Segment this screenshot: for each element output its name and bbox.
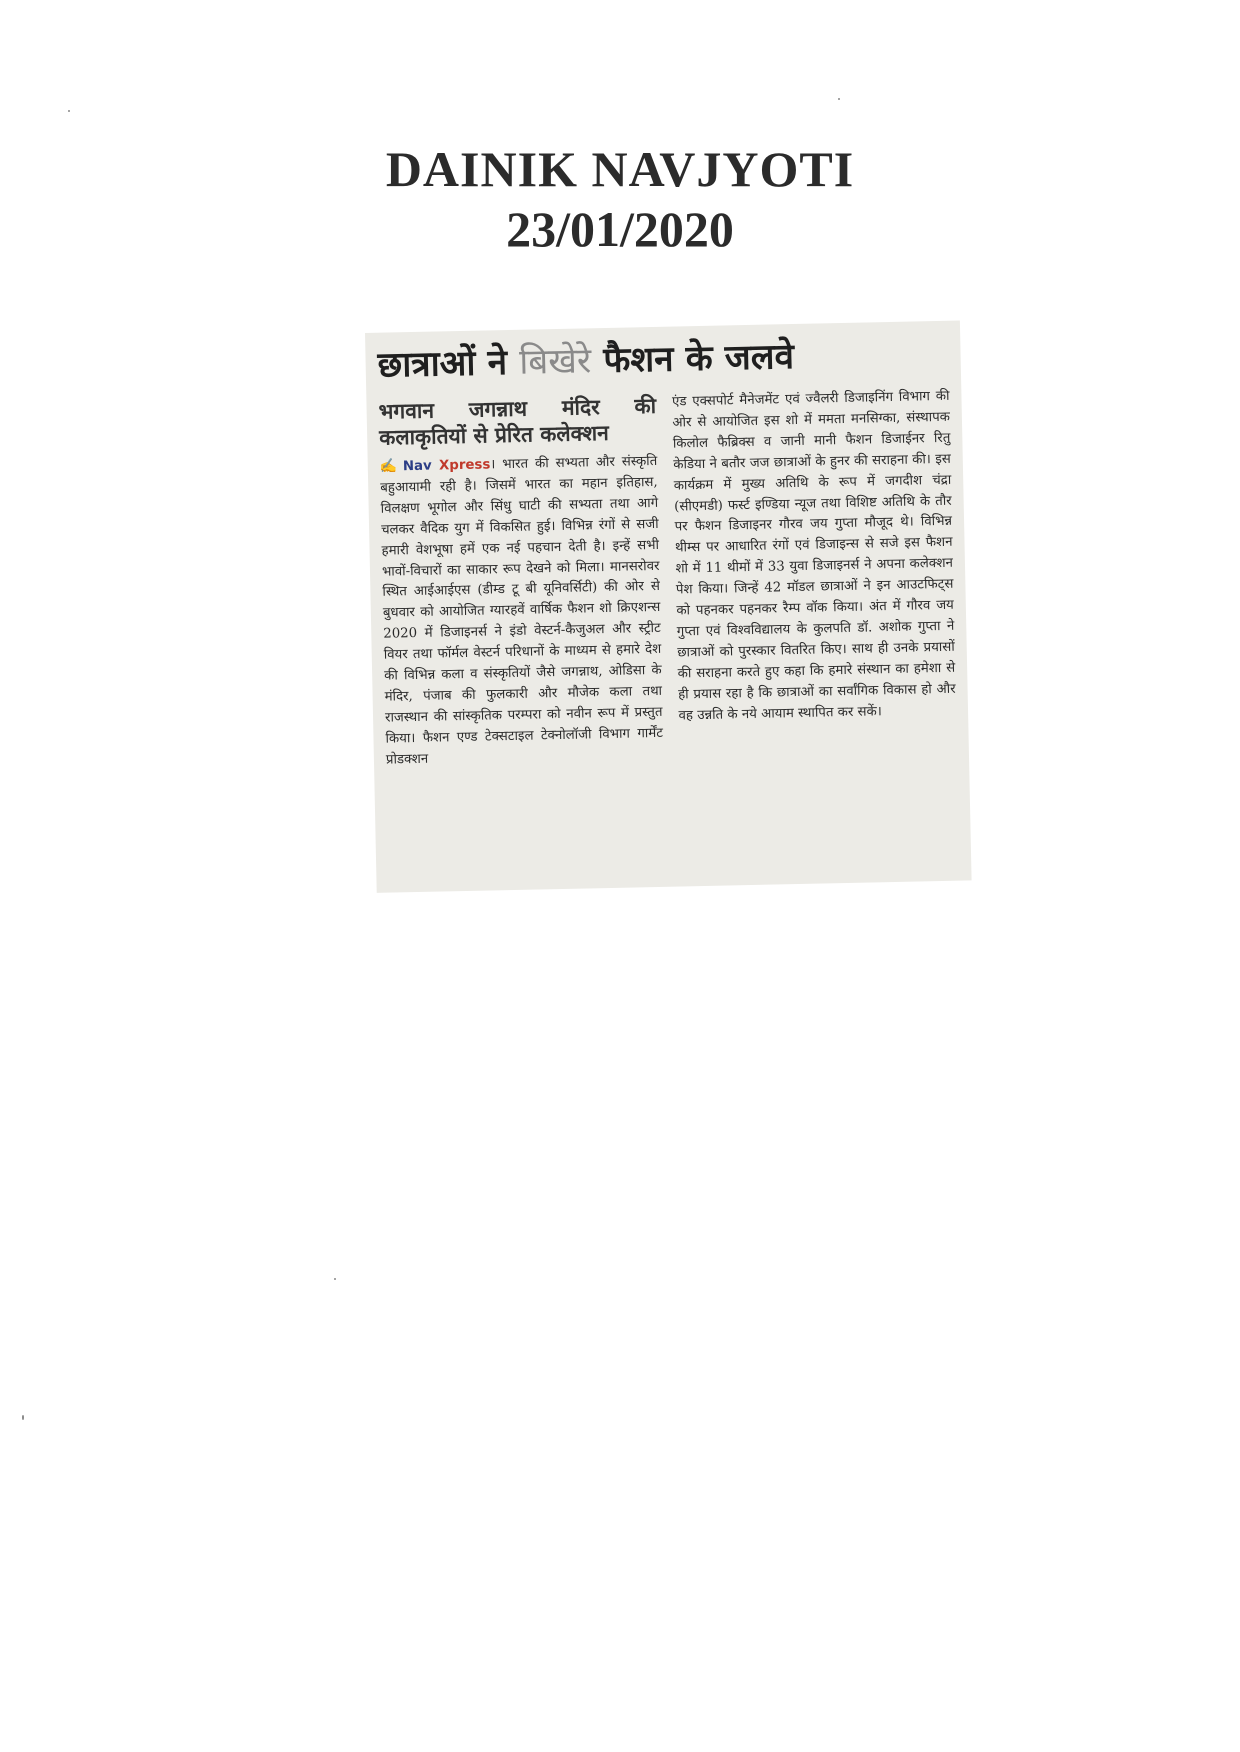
newspaper-clipping	[365, 321, 972, 893]
pen-icon: ✍	[379, 458, 401, 475]
article-subheadline: भगवान जगन्नाथ मंदिर की कलाकृतियों से प्रेरित कलेक्शन	[378, 393, 657, 450]
headline-part-2: बिखेरे	[518, 341, 592, 383]
scan-speck	[334, 1278, 336, 1280]
scan-speck	[68, 110, 70, 112]
article-columns	[378, 387, 957, 771]
article-body-column-2: एंड एक्सपोर्ट मैनेजमेंट एवं ज्वैलरी डिजाइनिंग विभाग की ओर से आयोजित इस शो में ममता मनसिग्का, संस्थापक किलोल फैब्रिक्स व जानी मानी फैशन डिजाईनर रितु केडिया ने बतौर जज छात्राओं के हुनर की सराहना की। इस कार्यक्रम में मुख्य अतिथि के रूप में जगदीश चंद्रा (सीएमडी) फर्स्ट इण्डिया न्यूज तथा विशिष्ट अतिथि के तौर पर फैशन डिजाइनर गौरव जय गुप्ता मौजूद थे। विभिन्न थीम्स पर आधारित रंगों एवं डिजाइन्स से सजे इस फैशन शो में 11 थीमों में 33 युवा डिजाइनर्स ने अपना कलेक्शन पेश किया। जिन्हें 42 मॉडल छात्राओं ने इन आउटफिट्स को पहनकर पहनकर रैम्प वॉक किया। अंत में गौरव जय गुप्ता एवं विश्वविद्यालय के कुलपति डॉ. अशोक गुप्ता ने छात्राओं को पुरस्कार वितरित किए। साथ ही उनके प्रयासों की सराहना करते हुए कहा कि हमारे संस्थान का हमेशा से ही प्रयास रहा है कि छात्राओं का सर्वांगिक विकास हो और वह उन्नति के नये आयाम स्थापित कर सकें।	[671, 388, 956, 724]
headline-part-1: छात्राओं ने	[377, 342, 520, 386]
article-headline	[377, 331, 949, 389]
byline-brand-xpress: Xpress	[438, 457, 491, 474]
headline-part-3: फैशन के जलवे	[590, 337, 795, 382]
article-column-2	[672, 387, 957, 765]
scan-speck	[838, 98, 840, 100]
article-paragraph-1	[380, 451, 664, 771]
publication-name: DAINIK NAVJYOTI	[385, 141, 855, 197]
masthead	[0, 140, 1240, 260]
scan-speck	[22, 1415, 24, 1420]
publication-date: 23/01/2020	[506, 201, 734, 257]
article-body-column-1: । भारत की सभ्यता और संस्कृति बहुआयामी रही है। जिसमें भारत का महान इतिहास, विलक्षण भूगोल और सिंधु घाटी की सभ्यता तथा आगे चलकर वैदिक युग में विकसित हुई। विभिन्न रंगों से सजी हमारी वेशभूषा हमें एक नई पहचान देती है। इन्हें सभी भावों-विचारों का साकार रूप देखने को मिला। मानसरोवर स्थित आईआईएस (डीम्ड टू बी यूनिवर्सिटी) की ओर से बुधवार को आयोजित ग्यारहवें वार्षिक फैशन शो क्रिएशन्स 2020 में डिजाइनर्स ने इंडो वेस्टर्न-कैजुअल और स्ट्रीट वियर तथा फॉर्मल वेस्टर्न परिधानों के माध्यम से हमारे देश की विभिन्न कला व संस्कृतियों जैसे जगन्नाथ, ओडिसा के मंदिर, पंजाब की फुलकारी और मौजेक कला तथा राजस्थान की सांस्कृतिक परम्परा को नवीन रूप में प्रस्तुत किया। फैशन एण्ड टेक्सटाइल टेक्नोलॉजी विभाग गार्मेंट प्रोडक्शन	[380, 453, 664, 768]
byline-brand-nav: Nav	[402, 458, 440, 475]
article-column-1	[378, 393, 663, 771]
